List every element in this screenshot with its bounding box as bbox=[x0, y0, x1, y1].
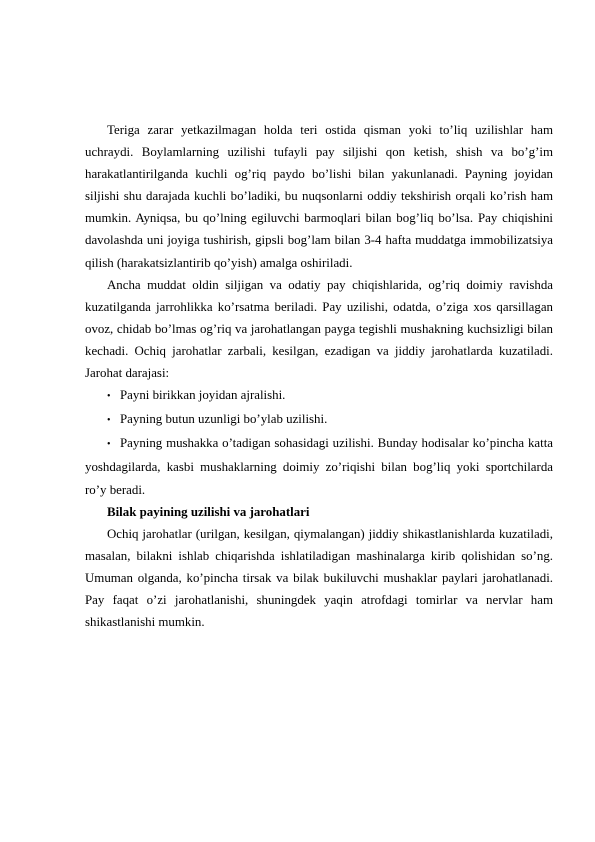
paragraph-3: Ochiq jarohatlar (urilgan, kesilgan, qiymalangan) jiddiy shikastlanishlarda kuzatiladi, masalan, bilakni ishlab chiqarishda ishlatiladigan mashinalarga kirib qolishidan so’ng. Umuman olganda, ko’pincha tirsak va bilak bukiluvchi mushaklar paylari jarohatlanadi. Pay faqat o’zi jarohatlanishi, shuningdek yaqin atrofdagi tomirlar va nervlar ham shikastlanishi mumkin. bbox=[85, 526, 553, 630]
bullet-icon: • bbox=[107, 439, 111, 451]
bullet-icon: • bbox=[107, 415, 111, 427]
paragraph-1: Teriga zarar yetkazilmagan holda teri ostida qisman yoki to’liq uzilishlar ham uchraydi. Boylamlarning uzilishi tufayli pay siljishi qon ketish, shish va bo’g’im harakatlantirilganda kuchli og’riq paydo bo’lishi bilan yakunlanadi. Payning joyidan siljishi shu darajada kuchli bo’ladiki, bu nuqsonlarni oddiy tekshirish orqali ko’rish ham mumkin. Ayniqsa, bu qo’lning egiluvchi barmoqlari bilan bog’liq bo’lsa. Pay chiqishini davolashda uni joyiga tushirish, gipsli bog’lam bilan 3-4 hafta muddatga immobilizatsiya qilish (harakatsizlantirib qo’yish) amalga oshiriladi. bbox=[85, 123, 553, 270]
paragraph-2: Ancha muddat oldin siljigan va odatiy pay chiqishlarida, og’riq doimiy ravishda kuzatilganda jarrohlikka ko’rsatma beriladi. Pay uzilishi, odatda, o’ziga xos qarsillagan ovoz, chidab bo’lmas og’riq va jarohatlangan payga tegishli mushakning kuchsizligi bilan kechadi. Ochiq jarohatlar zarbali, kesilgan, ezadigan va jiddiy jarohatlarda kuzatiladi. Jarohat darajasi: bbox=[85, 277, 553, 381]
bullet-text: Payning butun uzunligi bo’ylab uzilishi. bbox=[120, 412, 328, 427]
document-page bbox=[85, 119, 553, 633]
bullet-text: Payni birikkan joyidan ajralishi. bbox=[120, 388, 286, 403]
bullet-item-2 bbox=[85, 408, 553, 432]
bullet-item-3 bbox=[85, 432, 553, 500]
bullet-item-1 bbox=[85, 384, 553, 408]
bullet-text: Payning mushakka o’tadigan sohasidagi uzilishi. Bunday hodisalar ko’pincha katta yoshdagilarda, kasbi mushaklarning doimiy zo’riqishi bilan bog’liq yoki sportchilarda ro’y beradi. bbox=[85, 436, 553, 497]
bullet-icon: • bbox=[107, 391, 111, 403]
section-heading: Bilak payining uzilishi va jarohatlari bbox=[107, 504, 310, 519]
